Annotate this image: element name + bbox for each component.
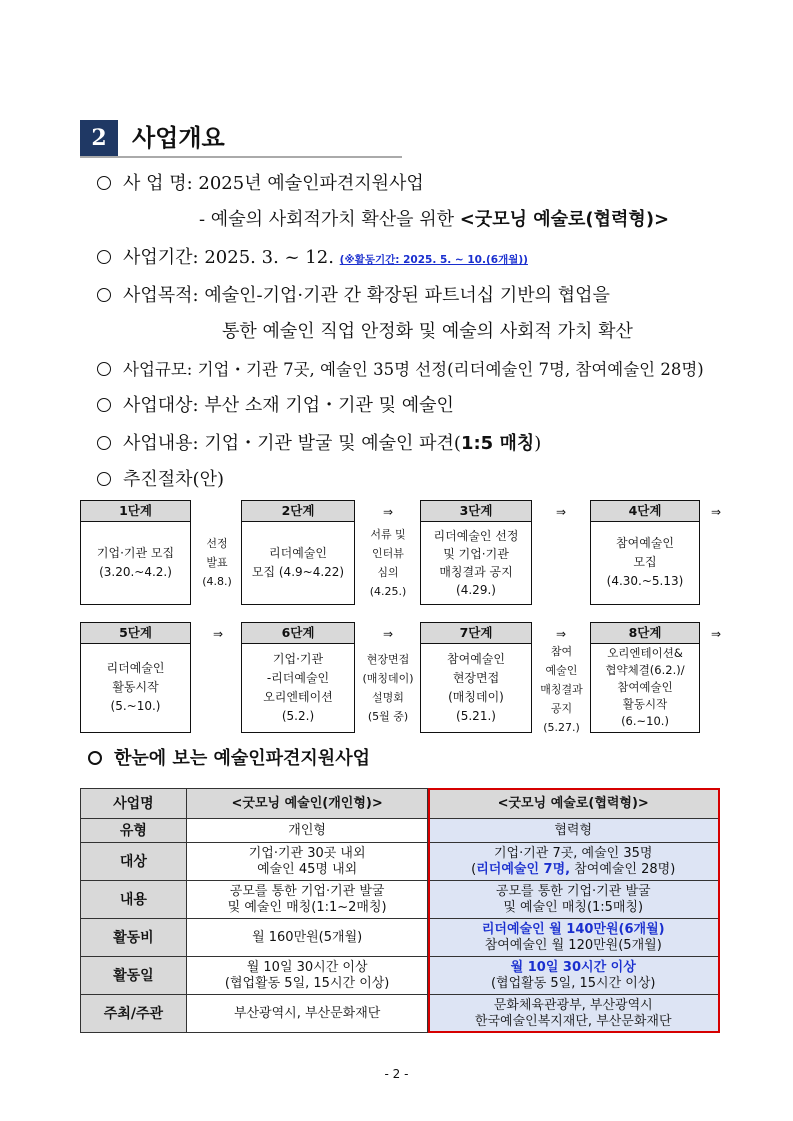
bullet-project-subtitle	[199, 207, 669, 233]
step-body	[591, 522, 699, 603]
step-text: 모집	[633, 555, 657, 569]
bullet-process	[97, 467, 224, 493]
row-label: 대상	[81, 843, 187, 881]
step-7	[420, 622, 532, 733]
table-cell: 부산광역시, 부산문화재단	[186, 995, 428, 1033]
cell-line: 참여예술인 월 120만원(5개월)	[484, 937, 662, 953]
arrow-icon: ⇒	[382, 505, 394, 519]
between-1-2	[198, 534, 236, 591]
between-text: (매칭데이)	[362, 672, 414, 685]
step-text: (3.20.~4.2.)	[99, 564, 172, 579]
step-text: (5.2.)	[281, 708, 315, 723]
overview-title: 한눈에 보는 예술인파견지원사업	[114, 748, 370, 769]
table-cell: 협력형	[428, 819, 719, 843]
table-cell: 월 160만원(5개월)	[186, 919, 428, 957]
cell-highlight: 리더예술인 7명,	[476, 861, 571, 877]
step-heading: 3단계	[421, 501, 531, 522]
bullet-scale	[97, 357, 704, 383]
bullet-value: 예술인-기업·기관 간 확장된 파트너십 기반의 협업을	[204, 285, 610, 306]
step-body	[421, 644, 531, 731]
table-cell	[186, 843, 428, 881]
bullet-label: 추진절차(안)	[123, 469, 224, 490]
table-cell	[428, 995, 719, 1033]
step-2	[241, 500, 355, 605]
circle-bullet-icon	[97, 398, 111, 412]
table-row	[81, 957, 719, 995]
cell-line: 문화체육관광부, 부산광역시	[493, 997, 653, 1013]
step-4	[590, 500, 700, 605]
table-row	[81, 919, 719, 957]
step-text: 리더예술인	[269, 545, 327, 560]
cell-line	[428, 862, 718, 878]
between-text: 예술인	[545, 664, 578, 677]
bullet-value: 부산 소재 기업・기관 및 예술인	[204, 395, 454, 416]
row-label: 활동일	[81, 957, 187, 995]
matching-ratio: 1:5 매칭	[460, 433, 535, 454]
between-text: 서류 및	[370, 528, 406, 541]
section-underline	[80, 156, 402, 158]
cell-line: 한국예술인복지재단, 부산문화재단	[474, 1013, 672, 1029]
step-heading: 5단계	[81, 623, 190, 644]
cell-line: 공모를 통한 기업·기관 발굴	[495, 883, 651, 899]
between-2-3	[361, 525, 415, 601]
bullet-label: 사 업 명:	[123, 173, 193, 194]
cell-line: (협업활동 5일, 15시간 이상)	[224, 975, 390, 991]
section-number: 2	[80, 120, 118, 156]
step-text: 리더예술인 선정	[433, 528, 519, 543]
bullet-period	[97, 245, 528, 273]
cell-text: 참여예술인 28명)	[570, 861, 676, 877]
page-number: - 2 -	[384, 1067, 409, 1081]
between-text: 매칭결과	[540, 683, 583, 696]
cell-line: 월 10일 30시간 이상	[246, 959, 368, 975]
step-body	[242, 644, 354, 731]
between-6-7	[358, 650, 418, 726]
table-cell	[428, 919, 719, 957]
arrow-icon: ⇒	[555, 505, 567, 519]
step-text: 참여예술인	[617, 680, 673, 694]
between-text: (5.27.)	[543, 721, 580, 734]
step-text: 및 기업·기관	[443, 546, 509, 561]
arrow-icon: ⇒	[382, 627, 394, 641]
step-1	[80, 500, 191, 605]
between-text: (4.25.)	[369, 585, 407, 598]
between-text: 참여	[550, 645, 573, 658]
cell-line: (협업활동 5일, 15시간 이상)	[490, 975, 656, 991]
table-row	[81, 843, 719, 881]
step-text: (매칭데이)	[448, 689, 504, 704]
circle-bullet-icon	[97, 436, 111, 450]
cell-line: 및 예술인 매칭(1:1~2매칭)	[227, 899, 387, 915]
step-text: 오리엔테이션	[263, 689, 333, 704]
bullet-value: 2025. 3. ~ 12.	[204, 247, 334, 268]
between-text: 심의	[377, 566, 399, 579]
table-cell	[186, 957, 428, 995]
row-label: 활동비	[81, 919, 187, 957]
step-body	[242, 522, 354, 603]
between-text: 발표	[206, 556, 228, 569]
arrow-icon: ⇒	[555, 627, 567, 641]
header-cell: 사업명	[81, 789, 187, 819]
header-cell: <굿모닝 예술로(협력형)>	[428, 789, 719, 819]
step-text: (4.30.~5.13)	[606, 574, 684, 588]
subtitle-program: <굿모닝 예술로(협력형)>	[459, 209, 670, 230]
between-text: 설명회	[372, 691, 404, 704]
row-label: 주최/주관	[81, 995, 187, 1033]
bullet-label: 사업내용:	[123, 433, 199, 454]
circle-bullet-icon	[97, 176, 111, 190]
table-cell	[428, 843, 719, 881]
step-text: 기업·기관 모집	[96, 545, 175, 560]
between-text: (4.8.)	[202, 575, 232, 588]
step-text: 기업·기관	[272, 651, 324, 666]
section-title: 사업개요	[132, 124, 225, 152]
table-header-row	[81, 789, 719, 819]
step-text: 오리엔테이션&	[607, 646, 683, 660]
step-heading: 8단계	[591, 623, 699, 644]
step-heading: 4단계	[591, 501, 699, 522]
circle-bullet-icon	[97, 288, 111, 302]
step-text: 리더예술인	[106, 661, 165, 675]
circle-bullet-icon	[97, 250, 111, 264]
table-cell	[428, 957, 719, 995]
step-text: -리더예술인	[266, 670, 330, 685]
cell-line: 기업·기관 7곳, 예술인 35명	[493, 845, 653, 861]
step-body	[421, 522, 531, 603]
overview-table	[80, 788, 719, 1033]
step-text: 활동시작	[112, 680, 159, 694]
bullet-value: 2025년 예술인파견지원사업	[198, 173, 424, 194]
subtitle-prefix: - 예술의 사회적가치 확산을 위한	[199, 209, 455, 230]
bullet-value-end: )	[534, 433, 542, 454]
circle-bullet-icon	[97, 472, 111, 486]
step-body	[81, 522, 190, 603]
step-5	[80, 622, 191, 733]
bullet-content	[97, 431, 541, 457]
arrow-icon: ⇒	[710, 627, 722, 641]
step-text: (6.~10.)	[621, 714, 669, 728]
step-text: 협약체결(6.2.)/	[605, 663, 685, 677]
between-7-8	[534, 642, 589, 737]
step-heading: 7단계	[421, 623, 531, 644]
table-row	[81, 995, 719, 1033]
circle-bullet-icon	[88, 751, 102, 765]
row-label: 유형	[81, 819, 187, 843]
bullet-label: 사업대상:	[123, 395, 199, 416]
period-note: (※활동기간: 2025. 5. ~ 10.(6개월))	[339, 254, 528, 266]
cell-text: (	[471, 861, 477, 877]
step-text: 매칭결과 공지	[439, 564, 513, 579]
table-cell	[186, 881, 428, 919]
table-cell	[428, 881, 719, 919]
step-heading: 2단계	[242, 501, 354, 522]
step-text: 모집 (4.9~4.22)	[251, 564, 345, 579]
step-body	[81, 644, 190, 731]
step-heading: 6단계	[242, 623, 354, 644]
between-text: (5월 중)	[367, 710, 409, 723]
cell-line: 공모를 통한 기업·기관 발굴	[229, 883, 385, 899]
bullet-project-name	[97, 171, 424, 197]
between-text: 선정	[206, 537, 228, 550]
step-text: 활동시작	[622, 697, 668, 711]
bullet-value: 기업・기관 발굴 및 예술인 파견(	[204, 433, 461, 454]
section-header	[80, 118, 402, 158]
step-6	[241, 622, 355, 733]
step-heading: 1단계	[81, 501, 190, 522]
cell-highlight: 리더예술인 월 140만원(6개월)	[481, 921, 665, 937]
step-text: (5.21.)	[456, 708, 496, 723]
cell-highlight: 월 10일 30시간 이상	[510, 959, 636, 975]
bullet-purpose	[97, 283, 610, 309]
between-text: 현장면접	[366, 653, 410, 666]
bullet-label: 사업기간:	[123, 247, 199, 268]
step-text: 참여예술인	[447, 651, 505, 666]
circle-bullet-icon	[97, 362, 111, 376]
step-text: (5.~10.)	[110, 699, 161, 713]
header-cell: <굿모닝 예술인(개인형)>	[186, 789, 428, 819]
table-cell: 개인형	[186, 819, 428, 843]
between-text: 공지	[550, 702, 573, 715]
cell-line: 예술인 45명 내외	[257, 861, 358, 877]
arrow-icon: ⇒	[710, 505, 722, 519]
step-text: 참여예술인	[616, 536, 674, 550]
step-body	[591, 644, 699, 731]
step-8	[590, 622, 700, 733]
bullet-label: 사업목적:	[123, 285, 199, 306]
arrow-icon: ⇒	[212, 627, 224, 641]
row-label: 내용	[81, 881, 187, 919]
cell-line: 및 예술인 매칭(1:5매칭)	[503, 899, 644, 915]
bullet-target	[97, 393, 454, 419]
table-row	[81, 819, 719, 843]
step-text: 현장면접	[452, 670, 500, 685]
bullet-label: 사업규모:	[123, 360, 193, 379]
table-row	[81, 881, 719, 919]
overview-heading	[88, 746, 370, 772]
bullet-value: 기업・기관 7곳, 예술인 35명 선정(리더예술인 7명, 참여예술인 28명)	[197, 360, 704, 379]
cell-line: 기업·기관 30곳 내외	[248, 845, 366, 861]
step-3	[420, 500, 532, 605]
step-text: (4.29.)	[456, 582, 496, 597]
between-text: 인터뷰	[372, 547, 404, 560]
bullet-purpose-cont: 통한 예술인 직업 안정화 및 예술의 사회적 가치 확산	[222, 321, 633, 342]
